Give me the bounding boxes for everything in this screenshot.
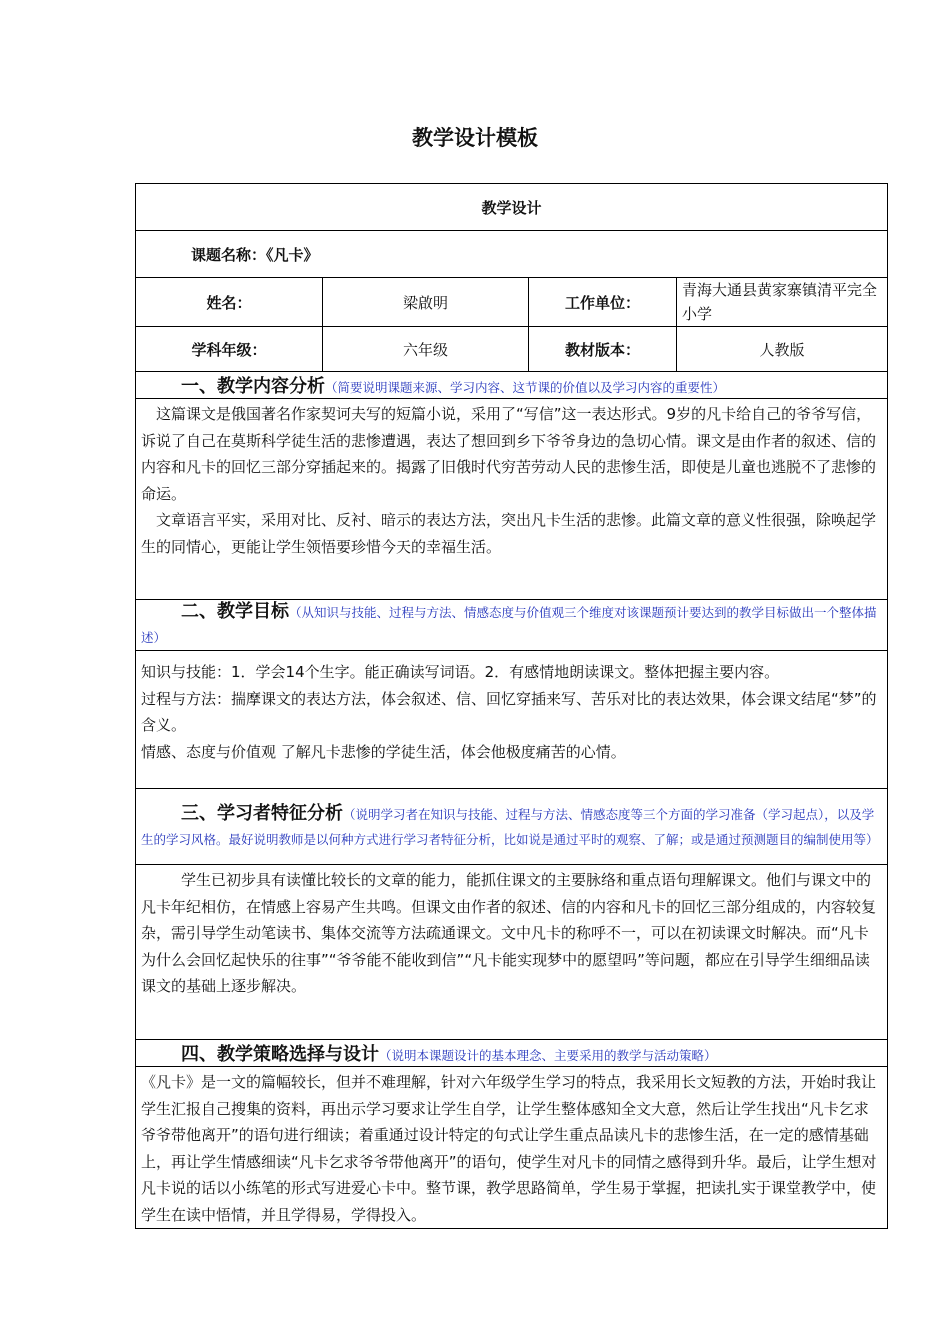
textbook-label: 教材版本： xyxy=(529,327,677,372)
section2-body xyxy=(136,651,888,789)
section3-paragraph: 学生已初步具有读懂比较长的文章的能力，能抓住课文的主要脉络和重点语句理解课文。他们与课文中的凡卡年纪相仿，在情感上容易产生共鸣。但课文由作者的叙述、信的内容和凡卡的回忆三部分组成的，内容较复杂，需引导学生动笔读书、集体交流等方法疏通课文。文中凡卡的称呼不一，可以在初读课文时解决。而“凡卡为什么会回忆起快乐的往事”“爷爷能不能收到信”“凡卡能实现梦中的愿望吗”等问题，都应在引导学生细细品读课文的基础上逐步解决。 xyxy=(141,871,877,995)
course-label: 课题名称： xyxy=(191,245,267,264)
goal-knowledge: 知识与技能：1．学会14个生字。能正确读写词语。2．有感情地朗读课文。整体把握主要内容。 xyxy=(141,663,780,681)
table-title: 教学设计 xyxy=(136,184,888,231)
grade-label: 学科年级： xyxy=(136,327,323,372)
section4-paragraph: 《凡卡》是一文的篇幅较长，但并不难理解，针对六年级学生学习的特点，我采用长文短教的方法，开始时我让学生汇报自己搜集的资料，再出示学习要求让学生自学，让学生整体感知全文大意，然后让学生找出“凡卡乞求爷爷带他离开”的语句进行细读；着重通过设计特定的句式让学生重点品读凡卡的悲惨生活，在一定的感情基础上，再让学生情感细读“凡卡乞求爷爷带他离开”的语句，使学生对凡卡的同情之感得到升华。最后，让学生想对凡卡说的话以小练笔的形式写进爱心卡中。整节课，教学思路简单，学生易于掌握，把读扎实于课堂教学中，使学生在读中悟情，并且学得易，学得投入。 xyxy=(141,1073,877,1224)
course-row xyxy=(136,231,888,278)
section1-header xyxy=(136,372,888,399)
unit-label: 工作单位： xyxy=(529,278,677,327)
document-title: 教学设计模板 xyxy=(412,126,538,150)
unit-value: 青海大通县黄家寨镇清平完全小学 xyxy=(677,278,888,327)
section2-header xyxy=(136,600,888,651)
section4-heading: 四、教学策略选择与设计 xyxy=(181,1044,379,1065)
section1-note: （简要说明课题来源、学习内容、这节课的价值以及学习内容的重要性） xyxy=(325,380,726,395)
grade-value: 六年级 xyxy=(323,327,529,372)
section1-heading: 一、教学内容分析 xyxy=(181,376,325,397)
section2-note: （从知识与技能、过程与方法、情感态度与价值观三个维度对该课题预计要达到的教学目标做出一个整体描述） xyxy=(141,605,877,645)
name-value: 梁啟明 xyxy=(323,278,529,327)
section2-heading: 二、教学目标 xyxy=(181,601,289,622)
section3-heading: 三、学习者特征分析 xyxy=(181,803,343,824)
section1-body xyxy=(136,399,888,600)
course-value: 《凡卡》 xyxy=(266,245,319,264)
goal-process: 过程与方法：揣摩课文的表达方法，体会叙述、信、回忆穿插来写、苦乐对比的表达效果，体会课文结尾“梦”的含义。 xyxy=(141,689,877,734)
section4-header xyxy=(136,1040,888,1067)
section3-header xyxy=(136,789,888,865)
section3-body xyxy=(136,865,888,1040)
section1-paragraph: 这篇课文是俄国著名作家契诃夫写的短篇小说，采用了“写信”这一表达形式。9岁的凡卡给自己的爷爷写信，诉说了自己在莫斯科学徒生活的悲惨遭遇，表达了想回到乡下爷爷身边的急切心情。课文是由作者的叙述、信的内容和凡卡的回忆三部分穿插起来的。揭露了旧俄时代穷苦劳动人民的悲惨生活，即使是儿童也逃脱不了悲惨的命运。 xyxy=(141,405,877,503)
section1-paragraph: 文章语言平实，采用对比、反衬、暗示的表达方法，突出凡卡生活的悲惨。此篇文章的意义性很强，除唤起学生的同情心，更能让学生领悟要珍惜今天的幸福生活。 xyxy=(141,511,877,556)
section3-note: （说明学习者在知识与技能、过程与方法、情感态度等三个方面的学习准备（学习起点），以及学生的学习风格。最好说明教师是以何种方式进行学习者特征分析，比如说是通过平时的观察、了解；或是通过预测题目的编制使用等） xyxy=(141,807,879,847)
section4-note: （说明本课题设计的基本理念、主要采用的教学与活动策略） xyxy=(379,1048,717,1063)
name-label: 姓名： xyxy=(136,278,323,327)
textbook-value: 人教版 xyxy=(677,327,888,372)
design-table xyxy=(135,183,888,1229)
goal-emotion: 情感、态度与价值观 了解凡卡悲惨的学徒生活，体会他极度痛苦的心情。 xyxy=(141,742,626,761)
section4-body xyxy=(136,1067,888,1229)
